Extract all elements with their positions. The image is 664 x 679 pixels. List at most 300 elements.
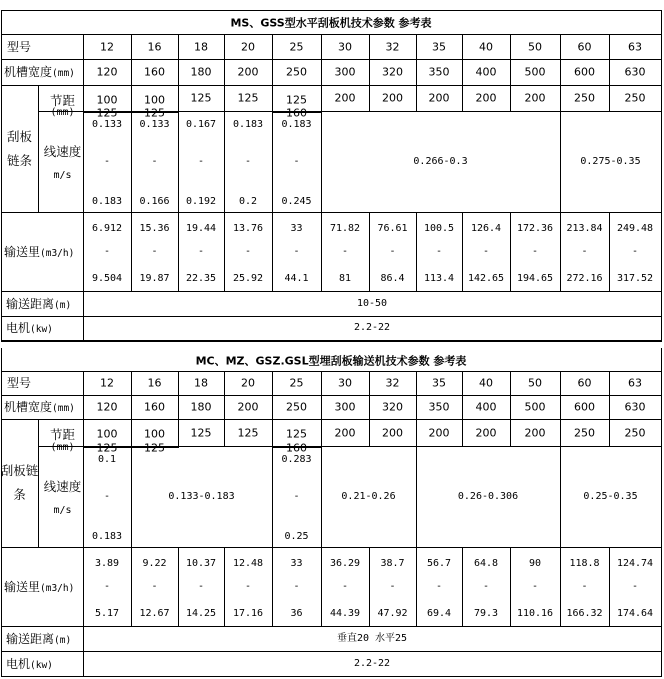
width-cell: 160 — [144, 65, 165, 79]
capacity-cell-dash: - — [631, 245, 639, 257]
speed-cell-dash: - — [151, 155, 158, 167]
speed-cell-max: 0.245 — [281, 196, 312, 207]
capacity-cell-min: 3.89 — [94, 558, 120, 569]
grid-line — [131, 34, 132, 86]
width-cell: 200 — [237, 400, 259, 414]
table-separator — [1, 340, 662, 342]
capacity-cell-max: 69.4 — [426, 608, 452, 619]
capacity-cell-dash: - — [293, 245, 300, 257]
grid-line — [178, 34, 179, 86]
grid-line — [661, 10, 662, 341]
grid-line — [83, 212, 84, 292]
grid-line — [131, 212, 132, 292]
speed-cell-max: 0.192 — [185, 196, 217, 207]
speed-cell-dash: - — [293, 490, 300, 502]
capacity-cell-min: 118.8 — [569, 558, 600, 569]
model-cell: 18 — [194, 376, 208, 390]
grid-line — [560, 212, 561, 292]
width-label — [4, 401, 75, 414]
speed-cell-min: 0.133 — [91, 119, 123, 130]
capacity-cell-min: 126.4 — [470, 223, 502, 234]
grid-line — [321, 446, 322, 548]
model-cell: 30 — [338, 376, 352, 390]
speed-cell-min: 0.167 — [185, 119, 217, 130]
model-cell: 32 — [385, 376, 400, 390]
chain-label-line2: 链条 — [6, 152, 33, 168]
model-cell: 16 — [147, 376, 162, 390]
capacity-cell-dash: - — [341, 580, 349, 592]
model-cell: 25 — [289, 376, 304, 390]
grid-line — [560, 111, 561, 213]
model-cell: 30 — [338, 40, 352, 53]
pitch-cell: 200 — [334, 91, 356, 105]
grid-line — [416, 446, 417, 548]
model-cell: 12 — [100, 376, 114, 390]
capacity-cell-max: 22.35 — [185, 273, 217, 284]
speed-cell-max: 0.183 — [91, 196, 123, 207]
chain-label-line1: 刮板 — [6, 128, 33, 144]
grid-line — [83, 111, 84, 213]
grid-line — [560, 34, 561, 86]
grid-line — [272, 85, 273, 112]
capacity-cell-min: 38.7 — [380, 558, 405, 569]
distance-label-text: 输送距离 — [6, 631, 55, 646]
grid-line — [321, 212, 322, 292]
capacity-cell-min: 249.48 — [616, 223, 654, 234]
grid-line — [131, 446, 132, 548]
pitch-cell: 250 — [574, 91, 595, 105]
capacity-cell-max: 25.92 — [232, 273, 264, 284]
grid-line — [83, 446, 84, 548]
speed-cell-max: 0.25 — [284, 531, 309, 542]
width-cell: 300 — [334, 400, 356, 414]
grid-line — [1, 371, 662, 372]
pitch-cell: 200 — [382, 426, 403, 439]
grid-line — [131, 419, 132, 447]
model-cell: 60 — [577, 40, 592, 53]
width-cell: 120 — [96, 65, 118, 79]
capacity-cell-max: 142.65 — [467, 273, 505, 284]
grid-line — [1, 316, 662, 317]
pitch-cell-top: 125 — [286, 93, 307, 106]
distance-label-unit: (m) — [54, 299, 72, 311]
grid-line — [609, 547, 610, 627]
distance-value: 垂直20 水平25 — [336, 632, 408, 644]
capacity-cell-max: 113.4 — [423, 273, 455, 284]
model-label-text: 型号 — [7, 376, 32, 390]
grid-line — [416, 34, 417, 86]
grid-line — [416, 371, 417, 420]
pitch-cell-top: 100 — [96, 93, 118, 106]
grid-line — [560, 85, 561, 112]
width-label-unit: (mm) — [52, 402, 75, 414]
grid-line — [661, 348, 662, 677]
width-label-unit: (mm) — [52, 67, 75, 79]
grid-line — [224, 547, 225, 627]
grid-line — [369, 34, 370, 86]
model-cell: 63 — [628, 40, 642, 53]
speed-cell-dash: - — [197, 155, 205, 167]
grid-line — [1, 10, 662, 11]
grid-line — [462, 212, 463, 292]
grid-line — [272, 371, 273, 420]
distance-label — [6, 632, 71, 645]
grid-line — [1, 59, 662, 60]
capacity-cell-min: 6.912 — [91, 223, 123, 234]
model-cell: 18 — [194, 40, 208, 53]
motor-label — [6, 657, 53, 670]
speed-cell-min: 0.183 — [232, 119, 264, 130]
pitch-cell: 125 — [237, 426, 259, 439]
grid-line — [560, 446, 561, 548]
grid-line — [178, 419, 179, 447]
capacity-cell-dash: - — [389, 245, 396, 257]
grid-line — [1, 547, 662, 548]
model-cell: 50 — [528, 40, 542, 53]
grid-line — [38, 419, 39, 548]
grid-line — [1, 348, 2, 677]
capacity-cell-min: 13.76 — [232, 223, 264, 234]
capacity-label-unit: (m3/h) — [40, 582, 75, 594]
width-cell: 500 — [524, 400, 546, 414]
grid-line — [178, 547, 179, 627]
capacity-cell-dash: - — [151, 245, 158, 257]
chain-label-line2: 条 — [13, 486, 26, 502]
motor-value: 2.2-22 — [353, 657, 391, 669]
pitch-cell: 200 — [428, 91, 450, 105]
pitch-cell: 250 — [624, 91, 646, 105]
grid-line — [321, 547, 322, 627]
capacity-cell-max: 17.16 — [232, 608, 264, 619]
grid-line — [83, 85, 84, 112]
width-cell: 300 — [334, 65, 356, 79]
width-cell: 180 — [190, 65, 212, 79]
grid-line — [224, 419, 225, 447]
width-cell: 500 — [524, 65, 546, 79]
pitch-cell: 250 — [574, 426, 595, 439]
speed-cell-min: 0.183 — [281, 119, 312, 130]
grid-line — [1, 291, 662, 292]
capacity-cell-dash: - — [631, 580, 639, 592]
model-cell: 40 — [479, 40, 493, 53]
grid-line — [224, 111, 225, 213]
grid-line — [224, 34, 225, 86]
grid-line — [224, 85, 225, 112]
width-cell: 180 — [190, 400, 212, 414]
capacity-cell-dash: - — [482, 580, 490, 592]
width-cell: 400 — [475, 65, 497, 79]
capacity-cell-min: 33 — [290, 223, 303, 234]
pitch-unit: (mm) — [50, 441, 75, 453]
capacity-label-text: 输送里 — [4, 579, 41, 594]
capacity-cell-dash: - — [103, 580, 111, 592]
grid-line — [178, 111, 179, 213]
capacity-cell-dash: - — [531, 245, 539, 257]
table-title: MS、GSS型水平刮板机技术参数 参考表 — [230, 16, 432, 30]
pitch-cell-bottom: 160 — [286, 106, 307, 119]
motor-label-text: 电机 — [6, 656, 31, 671]
grid-line — [131, 85, 132, 112]
capacity-cell-max: 12.67 — [139, 608, 170, 619]
capacity-cell-min: 36.29 — [329, 558, 361, 569]
width-label-text: 机槽宽度 — [4, 64, 53, 79]
model-cell: 20 — [241, 40, 255, 53]
grid-line — [38, 85, 39, 213]
width-cell: 320 — [382, 65, 403, 79]
width-cell: 320 — [382, 400, 403, 414]
grid-line — [272, 212, 273, 292]
speed-cell-dash: - — [103, 490, 111, 502]
capacity-cell-min: 90 — [528, 558, 542, 569]
capacity-cell-dash: - — [435, 580, 443, 592]
speed-merged-35-50: 0.26-0.306 — [457, 490, 519, 502]
speed-merged-60-63: 0.275-0.35 — [580, 155, 641, 167]
capacity-cell-min: 172.36 — [516, 223, 554, 234]
capacity-cell-min: 100.5 — [423, 223, 455, 234]
pitch-cell-bottom: 125 — [144, 106, 165, 119]
capacity-cell-dash: - — [197, 580, 205, 592]
capacity-cell-dash: - — [581, 580, 588, 592]
distance-label — [6, 297, 71, 310]
capacity-cell-max: 194.65 — [516, 273, 554, 284]
grid-line — [462, 85, 463, 112]
capacity-cell-max: 166.32 — [566, 608, 603, 619]
grid-line — [510, 419, 511, 447]
model-cell: 35 — [432, 40, 446, 53]
pitch-cell: 200 — [475, 426, 497, 439]
capacity-cell-dash: - — [531, 580, 539, 592]
speed-cell-max: 0.166 — [139, 196, 170, 207]
capacity-cell-max: 110.16 — [516, 608, 554, 619]
grid-line — [510, 212, 511, 292]
pitch-cell-bottom: 125 — [96, 106, 118, 119]
capacity-cell-dash: - — [389, 580, 396, 592]
grid-line — [1, 626, 662, 627]
grid-line — [510, 371, 511, 420]
model-cell: 63 — [628, 376, 642, 390]
grid-line — [369, 85, 370, 112]
grid-line — [462, 547, 463, 627]
width-cell: 600 — [574, 400, 595, 414]
capacity-cell-dash: - — [197, 245, 205, 257]
grid-line — [321, 111, 322, 213]
grid-line — [462, 419, 463, 447]
capacity-cell-max: 79.3 — [473, 608, 499, 619]
pitch-cell: 125 — [237, 91, 259, 105]
speed-label: 线速度 — [43, 143, 82, 159]
pitch-cell: 200 — [524, 91, 546, 105]
speed-merged-30-32: 0.21-0.26 — [341, 490, 396, 502]
model-cell: 35 — [432, 376, 446, 390]
capacity-cell-dash: - — [482, 245, 490, 257]
grid-line — [272, 446, 273, 548]
width-cell: 600 — [574, 65, 595, 79]
model-label-text: 型号 — [7, 39, 32, 54]
grid-line — [510, 547, 511, 627]
grid-line — [609, 371, 610, 420]
pitch-cell: 125 — [190, 91, 212, 105]
grid-line — [609, 34, 610, 86]
capacity-cell-max: 14.25 — [185, 608, 217, 619]
capacity-cell-min: 9.22 — [142, 558, 167, 569]
speed-cell-min: 0.133 — [139, 119, 170, 130]
model-cell: 16 — [147, 40, 162, 53]
grid-line — [560, 371, 561, 420]
capacity-cell-max: 81 — [338, 273, 352, 284]
pitch-cell: 200 — [334, 426, 356, 439]
grid-line — [178, 371, 179, 420]
capacity-label — [4, 245, 74, 258]
model-cell: 25 — [289, 40, 304, 53]
grid-line — [1, 85, 662, 86]
grid-line — [272, 547, 273, 627]
grid-line — [321, 419, 322, 447]
width-cell: 630 — [624, 65, 646, 79]
grid-line — [416, 85, 417, 112]
capacity-cell-min: 124.74 — [616, 558, 654, 569]
grid-line — [272, 34, 273, 86]
width-label-text: 机槽宽度 — [4, 399, 53, 414]
grid-line — [609, 85, 610, 112]
width-cell: 120 — [96, 400, 118, 414]
pitch-label: 节距 — [49, 426, 76, 442]
grid-line — [131, 371, 132, 420]
grid-line — [321, 34, 322, 86]
speed-cell-max: 0.2 — [238, 196, 258, 207]
model-cell: 40 — [479, 376, 493, 390]
capacity-cell-max: 19.87 — [139, 273, 170, 284]
grid-line — [609, 419, 610, 447]
capacity-cell-min: 56.7 — [426, 558, 452, 569]
capacity-cell-dash: - — [151, 580, 158, 592]
capacity-cell-min: 213.84 — [566, 223, 603, 234]
capacity-cell-min: 33 — [290, 558, 303, 569]
width-cell: 630 — [624, 400, 646, 414]
grid-line — [369, 212, 370, 292]
capacity-cell-dash: - — [435, 245, 443, 257]
pitch-unit: (mm) — [50, 106, 75, 118]
speed-cell-min: 0.1 — [97, 454, 117, 465]
pitch-cell-top: 100 — [96, 427, 118, 441]
width-cell: 200 — [237, 65, 259, 79]
pitch-cell: 200 — [428, 426, 450, 439]
speed-unit: m/s — [53, 504, 72, 516]
width-cell: 250 — [286, 400, 307, 414]
capacity-cell-min: 10.37 — [185, 558, 217, 569]
grid-line — [178, 85, 179, 112]
model-cell: 12 — [100, 40, 114, 53]
speed-cell-max: 0.183 — [91, 531, 123, 542]
grid-line — [272, 111, 273, 213]
pitch-cell: 200 — [524, 426, 546, 439]
model-cell: 32 — [385, 40, 400, 53]
capacity-cell-max: 44.1 — [284, 273, 309, 284]
grid-line — [224, 212, 225, 292]
capacity-cell-min: 76.61 — [377, 223, 408, 234]
capacity-cell-dash: - — [244, 245, 252, 257]
width-cell: 400 — [475, 400, 497, 414]
width-cell: 350 — [428, 400, 450, 414]
capacity-cell-min: 64.8 — [473, 558, 499, 569]
pitch-cell: 200 — [475, 91, 497, 105]
pitch-cell-bottom: 125 — [96, 441, 118, 454]
grid-line — [178, 212, 179, 292]
speed-merged-16-20: 0.133-0.183 — [168, 490, 235, 502]
capacity-cell-min: 19.44 — [185, 223, 217, 234]
distance-value: 10-50 — [356, 297, 388, 309]
grid-line — [83, 34, 84, 86]
motor-value: 2.2-22 — [353, 322, 391, 333]
capacity-cell-dash: - — [341, 245, 349, 257]
grid-line — [462, 34, 463, 86]
capacity-label-text: 输送里 — [4, 244, 41, 259]
motor-label — [6, 322, 53, 335]
grid-line — [369, 371, 370, 420]
capacity-cell-dash: - — [244, 580, 252, 592]
grid-line — [1, 34, 662, 35]
grid-line — [131, 111, 132, 213]
pitch-cell-top: 100 — [144, 93, 165, 106]
grid-line — [560, 547, 561, 627]
grid-line — [1, 10, 2, 341]
capacity-label-unit: (m3/h) — [40, 247, 75, 259]
model-label — [7, 41, 31, 53]
pitch-cell-top: 125 — [286, 427, 307, 441]
width-label — [4, 66, 75, 79]
grid-line — [224, 371, 225, 420]
motor-label-text: 电机 — [6, 320, 31, 335]
capacity-cell-max: 86.4 — [380, 273, 405, 284]
grid-line — [83, 626, 84, 677]
table-title: MC、MZ、GSZ.GSL型埋刮板输送机技术参数 参考表 — [195, 354, 467, 367]
grid-line — [369, 419, 370, 447]
capacity-cell-min: 15.36 — [139, 223, 170, 234]
pitch-cell: 250 — [624, 426, 646, 439]
capacity-cell-dash: - — [293, 580, 300, 592]
capacity-cell-max: 5.17 — [94, 608, 120, 619]
model-cell: 20 — [241, 376, 255, 390]
grid-line — [416, 547, 417, 627]
capacity-cell-max: 272.16 — [566, 273, 603, 284]
grid-line — [1, 676, 662, 677]
grid-line — [510, 34, 511, 86]
width-cell: 350 — [428, 65, 450, 79]
model-cell: 60 — [577, 376, 592, 390]
width-cell: 160 — [144, 400, 165, 414]
capacity-cell-dash: - — [581, 245, 588, 257]
pitch-cell-bottom: 160 — [286, 441, 307, 454]
grid-line — [83, 371, 84, 420]
capacity-cell-max: 47.92 — [377, 608, 408, 619]
grid-line — [83, 419, 84, 447]
pitch-cell: 200 — [382, 91, 403, 105]
grid-line — [462, 371, 463, 420]
motor-label-unit: (kw) — [30, 659, 53, 671]
capacity-cell-max: 9.504 — [91, 273, 123, 284]
pitch-label: 节距 — [49, 92, 76, 108]
speed-cell-dash: - — [293, 155, 300, 167]
chain-label-line1: 刮板链 — [0, 462, 39, 478]
model-cell: 50 — [528, 376, 542, 390]
grid-line — [1, 395, 662, 396]
grid-line — [321, 85, 322, 112]
grid-line — [416, 419, 417, 447]
capacity-cell-max: 317.52 — [616, 273, 654, 284]
grid-line — [609, 212, 610, 292]
pitch-cell-bottom: 125 — [144, 441, 165, 454]
grid-line — [510, 85, 511, 112]
capacity-cell-min: 12.48 — [232, 558, 264, 569]
